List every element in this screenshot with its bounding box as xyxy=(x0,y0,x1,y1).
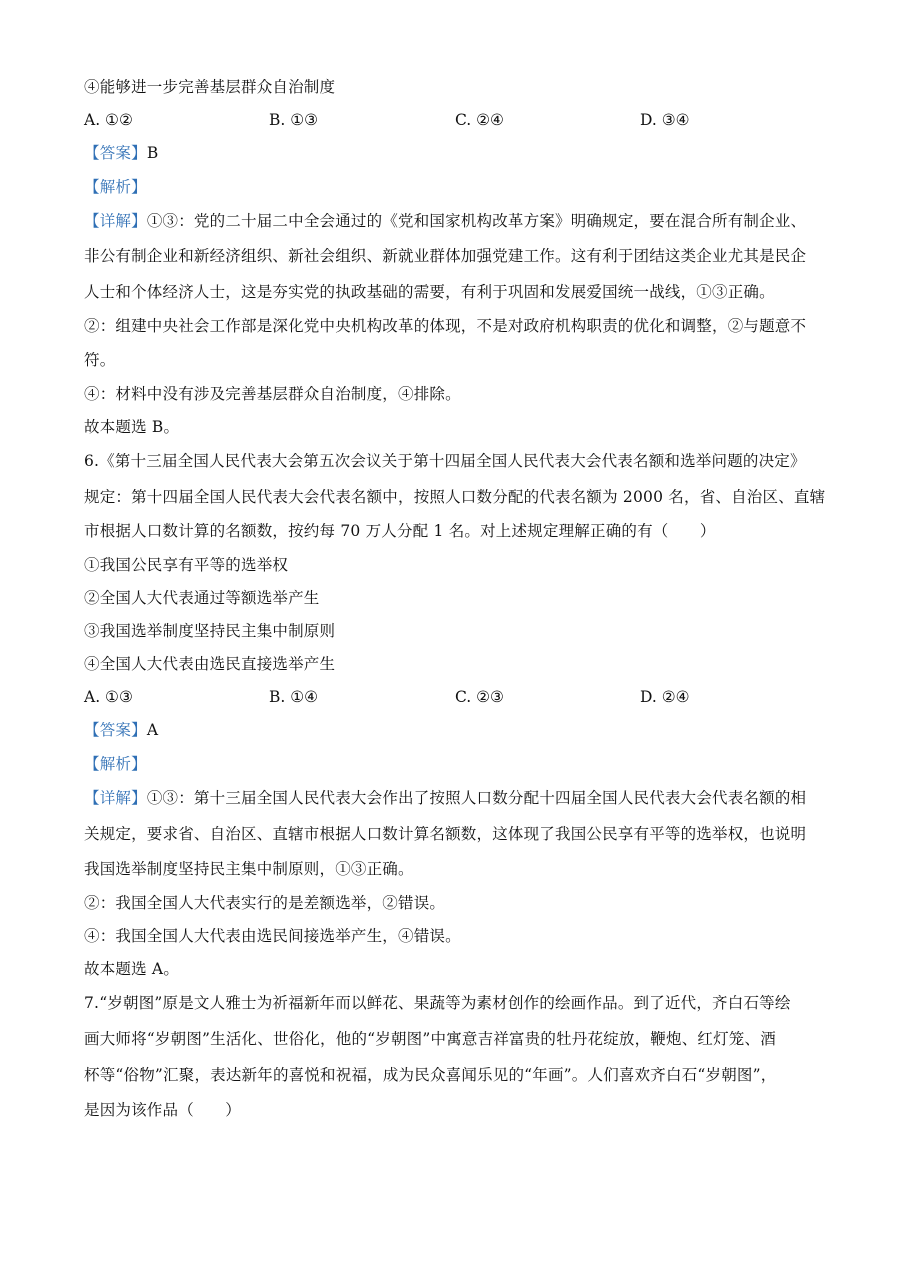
q5-option-d: D. ③④ xyxy=(640,111,690,129)
q6-detail-line: 我国选举制度坚持民主集中制原则，①③正确。 xyxy=(84,860,414,878)
q5-option-b: B. ①③ xyxy=(269,111,319,129)
q6-option-d: D. ②④ xyxy=(640,688,690,706)
q6-stem-line: 市根据人口数计算的名额数，按约每 70 万人分配 1 名。对上述规定理解正确的有（ ） xyxy=(84,522,716,540)
q6-answer: A xyxy=(146,721,159,739)
q6-detail-line xyxy=(84,788,829,808)
q5-detail-line: ④：材料中没有涉及完善基层群众自治制度，④排除。 xyxy=(84,385,461,403)
q6-analysis-tag: 【解析】 xyxy=(84,755,147,773)
q5-detail-text: ①③：党的二十届二中全会通过的《党和国家机构改革方案》明确规定，要在混合所有制企业、 xyxy=(146,212,807,230)
q6-item-1: ①我国公民享有平等的选举权 xyxy=(84,556,289,574)
q6-conclusion: 故本题选 A。 xyxy=(84,960,180,978)
q5-option-a: A. ①② xyxy=(84,111,133,129)
q6-detail-line: ④：我国全国人大代表由选民间接选举产生，④错误。 xyxy=(84,927,461,945)
q7-stem-line: 画大师将“岁朝图”生活化、世俗化，他的“岁朝图”中寓意吉祥富贵的牡丹花绽放，鞭炮、红灯笼、酒 xyxy=(84,1030,776,1048)
q6-stem-line: 6.《第十三届全国人民代表大会第五次会议关于第十四届全国人民代表大会代表名额和选举问题的决定》 xyxy=(84,452,806,470)
q6-detail-text: ①③：第十三届全国人民代表大会作出了按照人口数分配十四届全国人民代表大会代表名额的相 xyxy=(146,789,807,807)
q5-detail-line: 非公有制企业和新经济组织、新社会组织、新就业群体加强党建工作。这有利于团结这类企业尤其是民企 xyxy=(84,247,807,265)
q7-stem-line: 杯等“俗物”汇聚，表达新年的喜悦和祝福，成为民众喜闻乐见的“年画”。人们喜欢齐白石“岁朝图”， xyxy=(84,1066,777,1084)
q6-answer-line xyxy=(84,720,829,740)
q6-item-3: ③我国选举制度坚持民主集中制原则 xyxy=(84,622,336,640)
q6-answer-tag: 【答案】 xyxy=(84,721,147,739)
q6-option-b: B. ①④ xyxy=(269,688,319,706)
q5-item-4: ④能够进一步完善基层群众自治制度 xyxy=(84,78,336,96)
q5-answer: B xyxy=(146,144,159,162)
q6-stem-line: 规定：第十四届全国人民代表大会代表名额中，按照人口数分配的代表名额为 2000 名，省、自治区、直辖 xyxy=(84,488,826,506)
q5-detail-line: ②：组建中央社会工作部是深化党中央机构改革的体现，不是对政府机构职责的优化和调整，②与题意不 xyxy=(84,317,807,335)
q5-option-c: C. ②④ xyxy=(455,111,504,129)
q5-answer-line xyxy=(84,143,829,163)
q5-detail-line: 符。 xyxy=(84,351,116,369)
q6-item-2: ②全国人大代表通过等额选举产生 xyxy=(84,589,320,607)
q5-detail-line xyxy=(84,211,829,231)
q6-option-a: A. ①③ xyxy=(84,688,133,706)
q5-analysis-tag: 【解析】 xyxy=(84,178,147,196)
q5-detail-line: 人士和个体经济人士，这是夯实党的执政基础的需要，有利于巩固和发展爱国统一战线，①③正确。 xyxy=(84,283,775,301)
q6-option-c: C. ②③ xyxy=(455,688,504,706)
q6-detail-line: ②：我国全国人大代表实行的是差额选举，②错误。 xyxy=(84,894,446,912)
q6-detail-tag: 【详解】 xyxy=(84,789,147,807)
q5-conclusion: 故本题选 B。 xyxy=(84,418,180,436)
q6-item-4: ④全国人大代表由选民直接选举产生 xyxy=(84,655,336,673)
q7-stem-line: 7.“岁朝图”原是文人雅士为祈福新年而以鲜花、果蔬等为素材创作的绘画作品。到了近代，齐白石等绘 xyxy=(84,994,791,1012)
q5-detail-tag: 【详解】 xyxy=(84,212,147,230)
q6-detail-line: 关规定，要求省、自治区、直辖市根据人口数计算名额数，这体现了我国公民享有平等的选举权，也说明 xyxy=(84,825,807,843)
q5-answer-tag: 【答案】 xyxy=(84,144,147,162)
q7-stem-line: 是因为该作品（ ） xyxy=(84,1101,242,1119)
